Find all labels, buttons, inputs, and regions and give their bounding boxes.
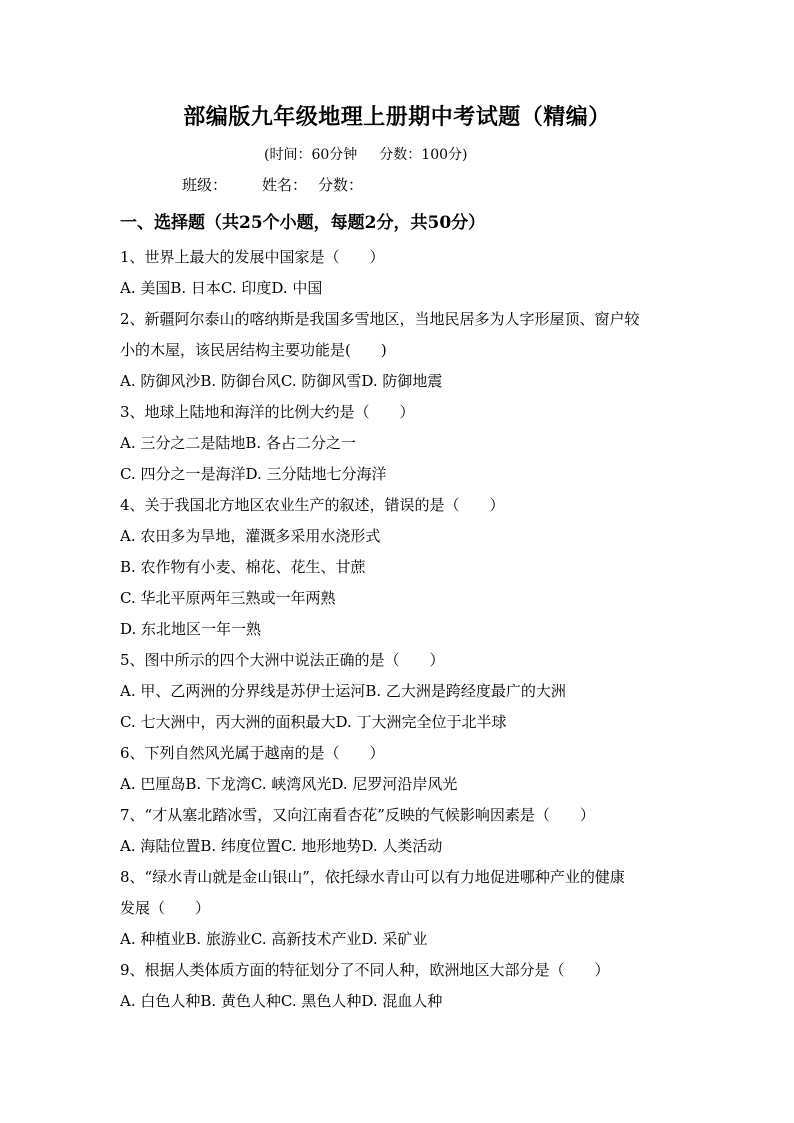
question-line: A. 种植业B. 旅游业C. 高新技术产业D. 采矿业 [120,930,428,948]
question-line: A. 甲、乙两洲的分界线是苏伊士运河B. 乙大洲是跨经度最广的大洲 [120,682,566,700]
question-line: 8、“绿水青山就是金山银山”，依托绿水青山可以有力地促进哪种产业的健康 [120,868,625,886]
exam-meta [264,144,467,164]
question-line: 9、根据人类体质方面的特征划分了不同人种，欧洲地区大部分是（ ） [120,961,610,979]
question-line: C. 四分之一是海洋D. 三分陆地七分海洋 [120,465,387,483]
question-line: 5、图中所示的四个大洲中说法正确的是（ ） [120,651,445,669]
question-line: A. 防御风沙B. 防御台风C. 防御风雪D. 防御地震 [120,372,443,390]
document-title: 部编版九年级地理上册期中考试题（精编） [183,104,611,130]
question-line: 发展（ ） [120,899,211,917]
question-line: 4、关于我国北方地区农业生产的叙述，错误的是（ ） [120,496,505,514]
score-label: 分数： [318,176,364,194]
question-line: 6、下列自然风光属于越南的是（ ） [120,744,385,762]
question-line: A. 三分之二是陆地B. 各占二分之一 [120,434,356,452]
question-line: 2、新疆阿尔泰山的喀纳斯是我国多雪地区，当地民居多为人字形屋顶、窗户较 [120,310,640,328]
question-line: 7、“才从塞北踏冰雪，又向江南看杏花”反映的气候影响因素是（ ） [120,806,595,824]
question-line: C. 七大洲中，丙大洲的面积最大D. 丁大洲完全位于北半球 [120,713,507,731]
question-line: A. 美国B. 日本C. 印度D. 中国 [120,279,323,297]
question-line: B. 农作物有小麦、棉花、花生、甘蔗 [120,558,366,576]
question-line: A. 巴厘岛B. 下龙湾C. 峡湾风光D. 尼罗河沿岸风光 [120,775,458,793]
question-list [120,242,680,1017]
name-label: 姓名： [262,176,308,194]
question-line: 3、地球上陆地和海洋的比例大约是（ ） [120,403,415,421]
question-line: A. 海陆位置B. 纬度位置C. 地形地势D. 人类活动 [120,837,443,855]
class-label: 班级： [182,176,228,194]
question-line: 1、世界上最大的发展中国家是（ ） [120,248,385,266]
question-line: C. 华北平原两年三熟或一年两熟 [120,589,336,607]
section-heading: 一、选择题（共25个小题，每题2分，共50分） [120,213,486,233]
student-info-line [182,174,363,195]
time-info: (时间：60分钟 [264,147,358,163]
score-info: 分数：100分) [379,147,468,163]
question-line: 小的木屋，该民居结构主要功能是( ) [120,341,387,359]
question-line: A. 农田多为旱地，灌溉多采用水浇形式 [120,527,381,545]
question-line: A. 白色人种B. 黄色人种C. 黑色人种D. 混血人种 [120,992,443,1010]
question-line: D. 东北地区一年一熟 [120,620,262,638]
